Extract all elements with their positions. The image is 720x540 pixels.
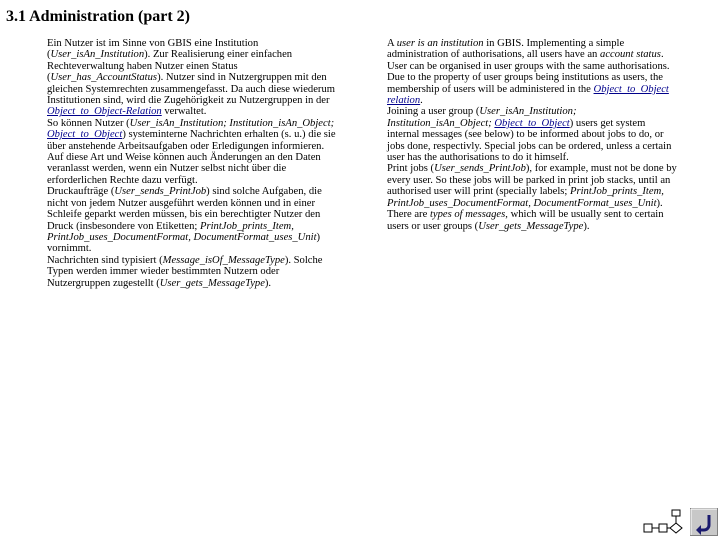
return-button[interactable] — [690, 508, 718, 536]
english-paragraph-2: Joining a user group (User_isAn_Institution; Institution_isAn_Object; Object_to_Object) users get system internal messages (see below) to be informed about jobs to do, or jobs done, respectivly. Special jobs can be ordered, unless a certain user has the authorisations to do it himself. — [387, 106, 672, 164]
german-paragraph-4: Nachrichten sind typisiert (Message_isOf_MessageType). Solche Typen werden immer wieder bestimmten Nutzern oder Nutzergruppen zugestellt (User_gets_MessageType). — [47, 254, 323, 289]
diagram-nav-icon — [643, 508, 687, 536]
object-to-object-relation-link[interactable]: Object_to_Object relation — [387, 83, 669, 107]
english-paragraph-3: Print jobs (User_sends_PrintJob), for example, must not be done by every user. So these jobs will be parked in print job stacks, until an authorised user will print (specially labels; PrintJob_prints_Item, PrintJob_uses_DocumentFormat, DocumentFormat_uses_Unit). — [387, 163, 677, 209]
object-to-object-link[interactable]: Object_to_Object — [494, 117, 570, 129]
english-paragraph-1: A user is an institution in GBIS. Implementing a simple administration of authorisations, all users have an account status. User can be organised in user groups with the same authorisations. Due to the property of user groups being institutions as users, the membership of users will be administered in the Object_to_Object relation. — [387, 38, 670, 107]
german-paragraph-1: Ein Nutzer ist im Sinne von GBIS eine Institution (User_isAn_Institution). Zur Realisierung einer einfachen Rechteverwaltung haben Nutzer einen Status (User_has_AccountStatus). Nutzer sind in Nutzergruppen mit den gleichen Systemrechten zusammengefasst. Da auch diese wiederum Institutionen sind, wird die Zugehörigkeit zu Nutzergruppen in der Object_to_Object-Relation verwaltet. — [47, 38, 335, 118]
diagram-nav-button[interactable] — [643, 508, 687, 536]
german-column — [47, 38, 337, 289]
object-to-object-link[interactable]: Object_to_Object — [47, 129, 123, 141]
german-paragraph-3: Druckaufträge (User_sends_PrintJob) sind solche Aufgaben, die nicht von jedem Nutzer ausgeführt werden können und in einer Schleife geparkt werden müssen, bis ein berechtigter Nutzer den Druck (insbesondere von Etiketten; PrintJob_prints_Item, PrintJob_uses_DocumentFormat, DocumentFormat_uses_Unit) vornimmt. — [47, 186, 322, 255]
english-column — [387, 38, 677, 232]
german-paragraph-2: So können Nutzer (User_isAn_Institution; Institution_isAn_Object; Object_to_Object) systeminterne Nachrichten erhalten (s. u.) die sie über anstehende Arbeitsaufgaben oder Erledigungen informieren. Auf diese Art und Weise können auch Änderungen an den Daten veranlasst werden, wenn ein Nutzer selbst nicht über die erforderlichen Rechte dazu verfügt. — [47, 117, 336, 186]
return-arrow-icon — [690, 508, 718, 536]
object-to-object-relation-link[interactable]: Object_to_Object-Relation — [47, 106, 162, 118]
page-title: 3.1 Administration (part 2) — [6, 8, 190, 25]
english-paragraph-4: There are types of messages, which will be usually sent to certain users or user groups (User_gets_MessageType). — [387, 209, 664, 232]
